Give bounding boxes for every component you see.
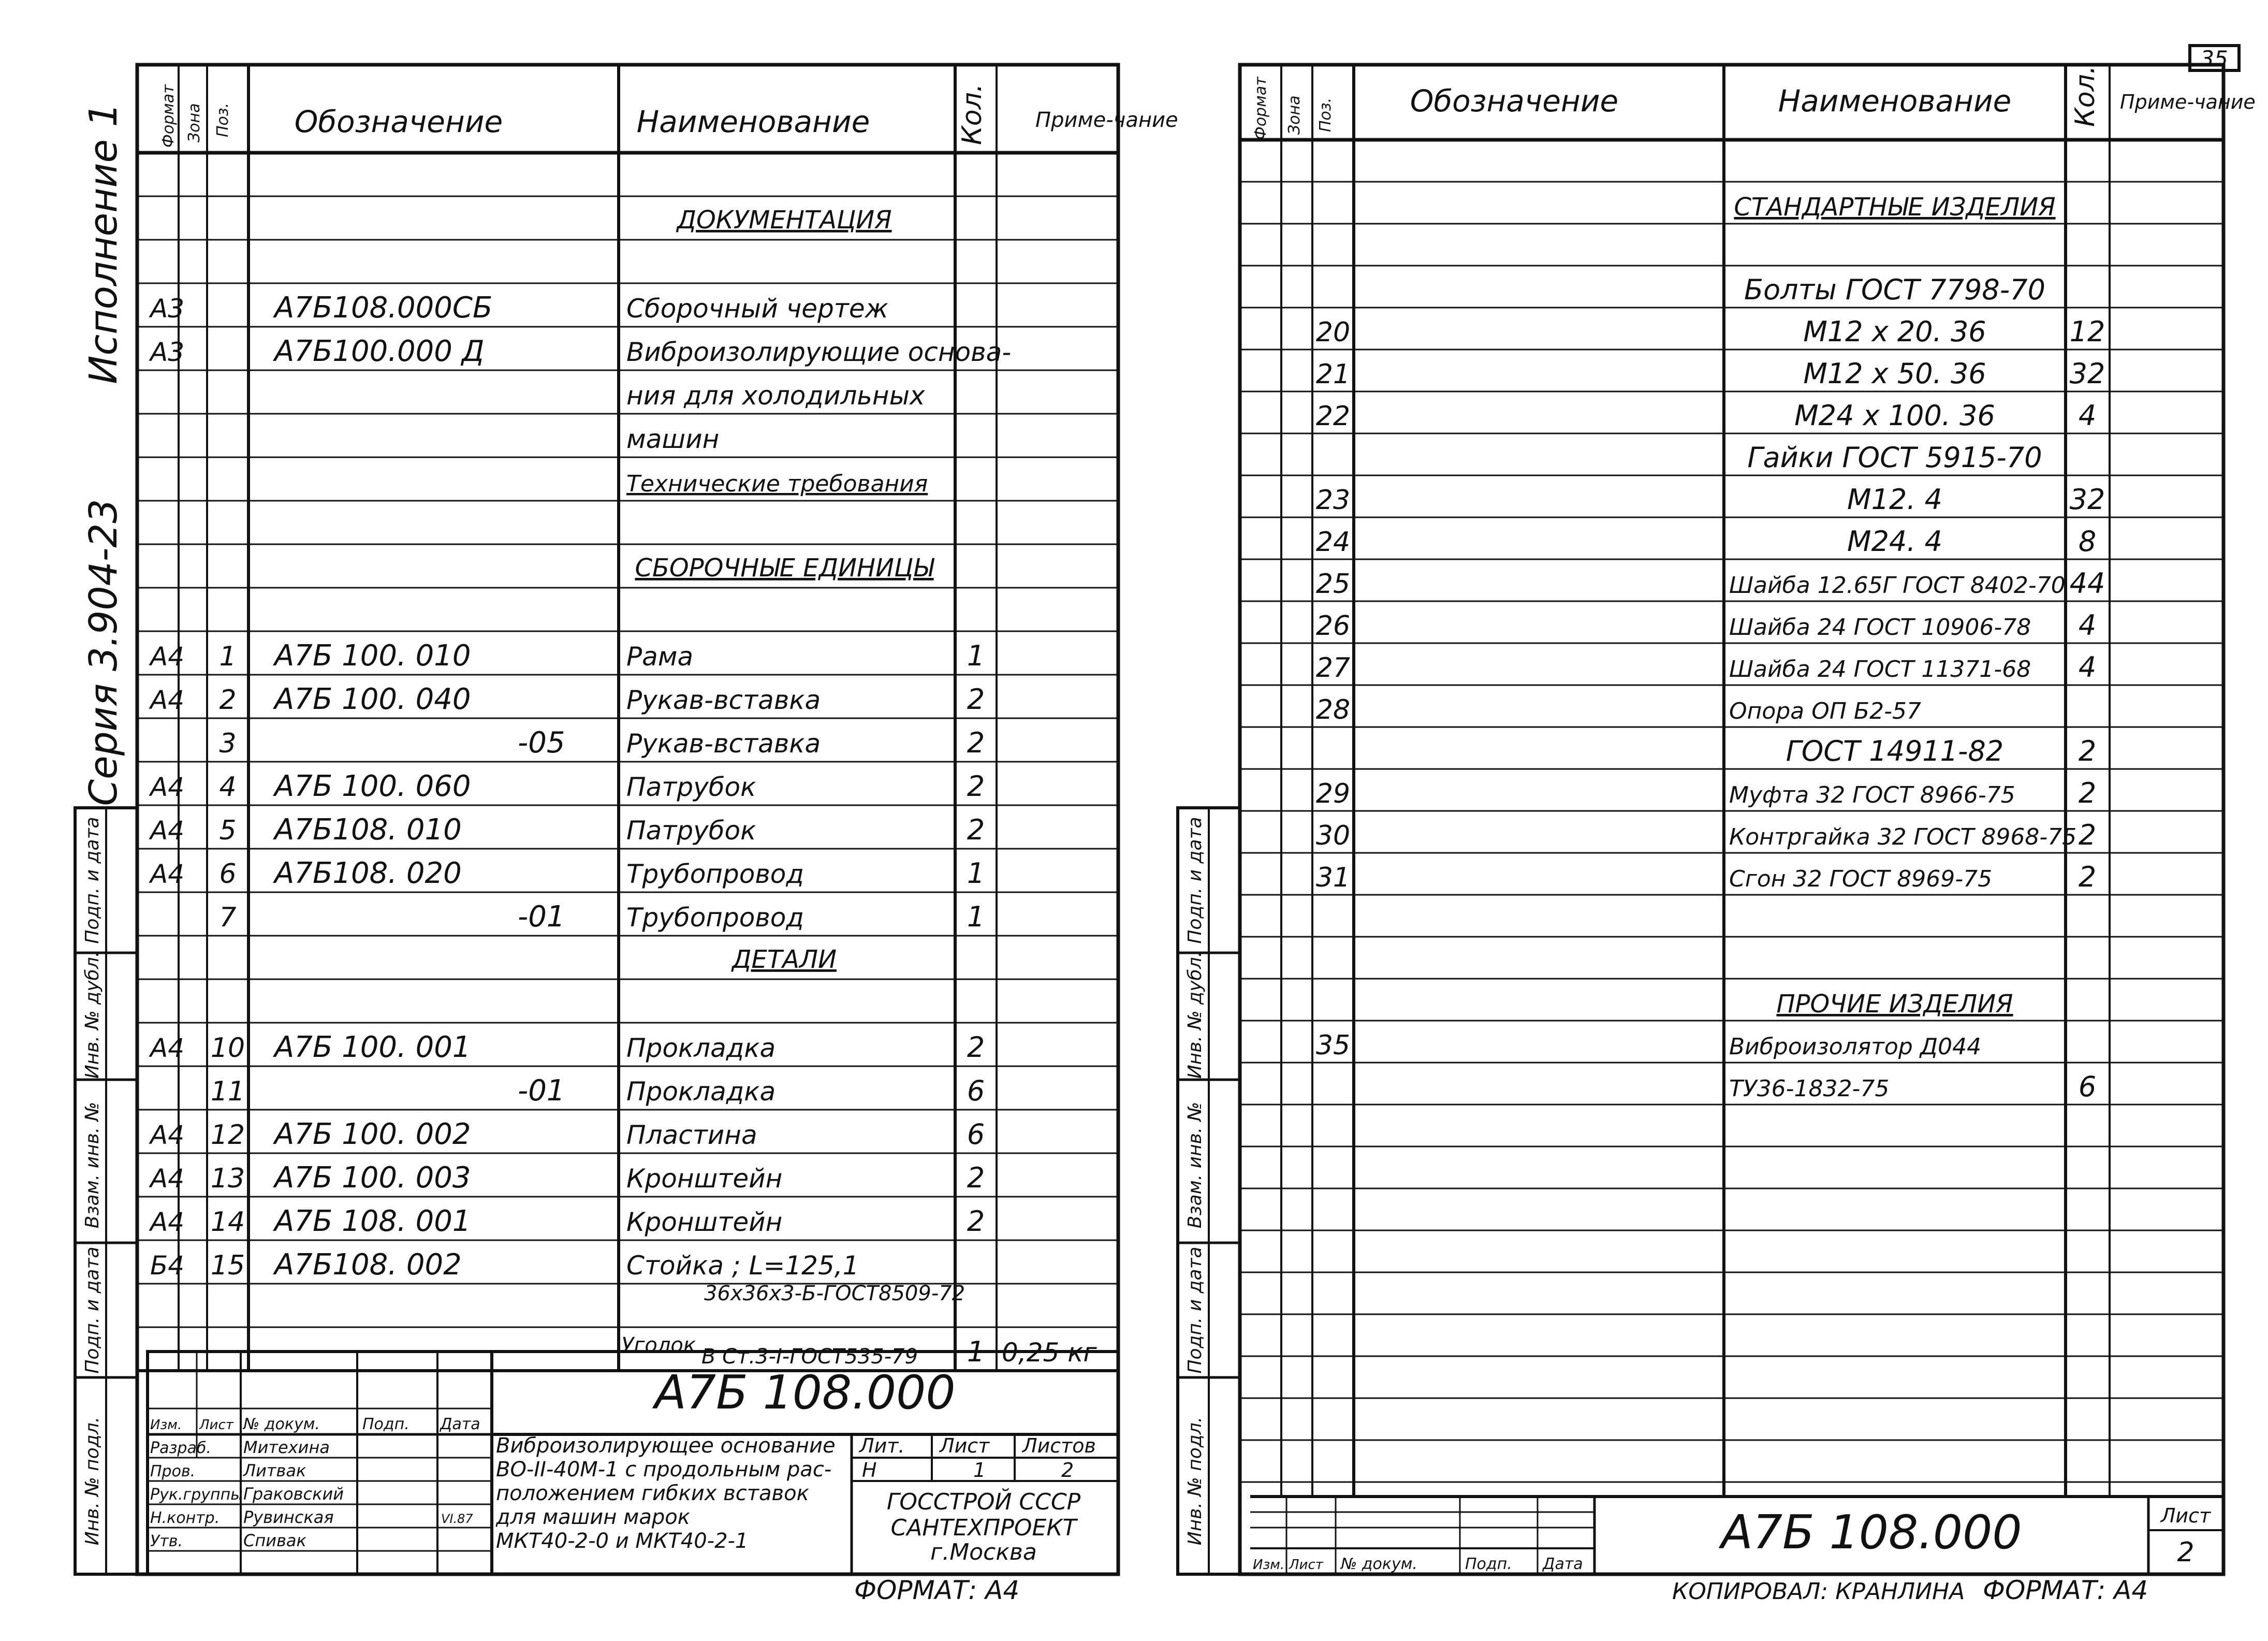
row-position: 10 <box>210 1033 245 1064</box>
org-line-2: САНТЕХПРОЕКТ <box>890 1515 1077 1541</box>
row-name: машин <box>626 424 720 454</box>
lit-label: Лит. <box>859 1434 905 1457</box>
section-heading: СБОРОЧНЫЕ ЕДИНИЦЫ <box>635 554 934 583</box>
side-stamp-label: Подп. и дата <box>1184 817 1206 944</box>
title-line: МКТ40-2-0 и МКТ40-2-1 <box>496 1529 749 1553</box>
row-designation: А7Б 100. 002 <box>274 1117 471 1151</box>
row-name: Гайки ГОСТ 5915-70 <box>1747 441 2042 474</box>
row-name: Виброизолятор Д044 <box>1729 1034 1982 1060</box>
row-format: Б4 <box>150 1251 185 1281</box>
left-annotations <box>81 103 126 806</box>
org-line-3: г.Москва <box>930 1539 1037 1565</box>
title-block <box>148 1352 1118 1574</box>
row-position: 21 <box>1315 359 1351 390</box>
format-label-right: ФОРМАТ: А4 <box>1983 1575 2148 1605</box>
row-name: Шайба 12.65Г ГОСТ 8402-70 <box>1729 572 2066 599</box>
row-name: Сборочный чертеж <box>626 294 888 324</box>
row-position: 3 <box>219 728 237 759</box>
row-position: 12 <box>210 1120 245 1151</box>
row-name: Контргайка 32 ГОСТ 8968-75 <box>1729 824 2077 850</box>
row-quantity: 2 <box>967 727 985 759</box>
row-name: М12. 4 <box>1847 483 1942 516</box>
row-position: 4 <box>219 772 237 803</box>
row-name: М12 x 50. 36 <box>1803 357 1986 390</box>
row-name: Патрубок <box>626 772 756 802</box>
header-qty: Кол. <box>957 83 988 145</box>
row-name: Прокладка <box>626 1033 776 1063</box>
row-note: 0,25 кг <box>1002 1338 1097 1368</box>
row-name: Кронштейн <box>626 1207 783 1237</box>
row-name: Прокладка <box>626 1077 776 1107</box>
row-position: 2 <box>219 685 237 716</box>
row-position: 7 <box>219 902 237 933</box>
row-quantity: 2 <box>2078 777 2097 809</box>
row-position: 20 <box>1315 317 1351 348</box>
header-qty-2: Кол. <box>2070 65 2101 127</box>
row-quantity: 2 <box>967 1161 985 1194</box>
org-line-1: ГОССТРОЙ СССР <box>886 1489 1081 1515</box>
sheet-2-list-label: Лист <box>2160 1504 2211 1527</box>
row-position: 35 <box>1315 1030 1351 1061</box>
side-stamp-label: Подп. и дата <box>1184 1246 1206 1374</box>
row-position: 25 <box>1315 569 1351 600</box>
row-name: Шайба 24 ГОСТ 11371-68 <box>1729 656 2031 682</box>
row-quantity: 2 <box>967 1205 985 1238</box>
issue-label: Исполнение 1 <box>81 103 126 384</box>
row-quantity: 2 <box>967 770 985 803</box>
row-name: Виброизолирующие основа- <box>626 337 1012 367</box>
change-header-izm: Изм. <box>150 1417 182 1433</box>
row-format: А4 <box>150 1120 185 1150</box>
footer2-izm: Изм. <box>1253 1557 1285 1573</box>
row-designation: А7Б 100. 040 <box>274 682 471 716</box>
row-format: А4 <box>150 1164 185 1194</box>
footer2-sign: Подп. <box>1465 1555 1512 1573</box>
row-name: Пластина <box>626 1120 757 1150</box>
footer2-date: Дата <box>1543 1555 1583 1573</box>
row-position: 15 <box>210 1250 245 1281</box>
sheet-label: Лист <box>940 1434 990 1457</box>
row-position: 1 <box>219 641 237 672</box>
row-position: 11 <box>210 1076 245 1107</box>
role-date: VI.87 <box>441 1512 473 1526</box>
row-name: Патрубок <box>626 816 756 846</box>
row-position: 23 <box>1315 485 1351 516</box>
side-stamp-label: Взам. инв. № <box>82 1101 103 1229</box>
sheet-value: 1 <box>973 1459 986 1482</box>
row-quantity: 2 <box>967 814 985 846</box>
side-stamp-label: Инв. № дубл. <box>82 951 103 1079</box>
row-position: 22 <box>1315 401 1351 432</box>
side-stamp-label: Подп. и дата <box>82 1246 103 1374</box>
row-format: А3 <box>150 294 185 324</box>
row-name: Опора ОП Б2-57 <box>1729 698 1921 724</box>
title-line: положением гибких вставок <box>496 1482 809 1505</box>
role-label: Разраб. <box>150 1439 211 1457</box>
copied-by-label: КОПИРОВАЛ: КРАНЛИНА <box>1672 1578 1965 1605</box>
header-format: Формат <box>159 84 178 148</box>
row-quantity: 2 <box>967 683 985 716</box>
change-header-sign: Подп. <box>362 1415 409 1433</box>
row-quantity: 32 <box>2069 357 2105 390</box>
row-quantity: 2 <box>967 1031 985 1064</box>
row-position: 28 <box>1315 694 1351 725</box>
row-quantity: 32 <box>2069 483 2105 516</box>
row-name: Рукав-вставка <box>626 729 821 759</box>
section-heading: ПРОЧИЕ ИЗДЕЛИЯ <box>1776 990 2013 1019</box>
header-zone: Зона <box>185 103 203 142</box>
row-name: ТУ36-1832-75 <box>1729 1076 1890 1102</box>
sheets-value: 2 <box>1061 1459 1074 1482</box>
title-line: ВО-II-40М-1 с продольным рас- <box>496 1458 832 1482</box>
title-doc-number: А7Б 108.000 <box>654 1366 956 1420</box>
row-designation: А7Б 100. 010 <box>274 639 471 673</box>
row-position: 31 <box>1315 862 1351 893</box>
format-label-left: ФОРМАТ: А4 <box>854 1575 1020 1605</box>
row-position: 24 <box>1315 527 1351 558</box>
sheet-2-rows <box>1316 193 2105 1103</box>
row-quantity: 1 <box>967 857 985 890</box>
row-designation: -05 <box>518 726 565 760</box>
row-quantity: 6 <box>967 1118 985 1151</box>
section-heading: ДЕТАЛИ <box>732 945 837 974</box>
side-stamp-label: Инв. № дубл. <box>1184 951 1206 1079</box>
row-format: А4 <box>150 1207 185 1237</box>
row-quantity: 2 <box>2078 735 2097 767</box>
sheet-2-doc-number: А7Б 108.000 <box>1721 1505 2022 1560</box>
row-name: Сгон 32 ГОСТ 8969-75 <box>1729 866 1993 892</box>
row-position: 5 <box>219 815 237 846</box>
row-quantity: 4 <box>2078 651 2097 684</box>
role-label: Н.контр. <box>150 1509 220 1527</box>
row-name: М24. 4 <box>1847 525 1942 558</box>
side-stamp-label: Инв. № подл. <box>82 1416 103 1546</box>
row-designation: А7Б 100. 003 <box>274 1161 471 1195</box>
row-name: ния для холодильных <box>626 381 925 411</box>
row-format: А4 <box>150 859 185 889</box>
role-label: Пров. <box>150 1462 196 1480</box>
row-name: М24 x 100. 36 <box>1794 399 1995 432</box>
sheet-2-footer <box>1250 1497 2223 1574</box>
row-name: Шайба 24 ГОСТ 10906-78 <box>1729 614 2031 641</box>
change-header-date: Дата <box>440 1415 480 1433</box>
header-note: Приме-чание <box>1035 108 1178 132</box>
role-name: Митехина <box>243 1437 330 1457</box>
change-header-list: Лист <box>199 1417 233 1433</box>
row-name: В Ст.3-I-ГОСТ535-79 <box>701 1345 918 1369</box>
row-designation: А7Б108. 010 <box>274 813 462 847</box>
side-stamp-label: Подп. и дата <box>82 817 103 944</box>
sheet-2-table-header <box>1252 66 2256 140</box>
row-name: М12 x 20. 36 <box>1803 315 1986 348</box>
row-name: 36x36x3-Б-ГОСТ8509-72 <box>704 1282 965 1305</box>
row-name: Трубопровод <box>626 903 804 933</box>
row-format: А4 <box>150 772 185 802</box>
row-name: Трубопровод <box>626 859 804 889</box>
row-position: 6 <box>219 859 237 890</box>
role-name: Граковский <box>243 1484 344 1504</box>
sheet-1-table-header <box>159 84 1178 148</box>
side-stamp-label: Инв. № подл. <box>1184 1416 1206 1546</box>
row-position: 13 <box>210 1163 245 1194</box>
row-position: 14 <box>210 1207 245 1238</box>
footer2-list: Лист <box>1289 1557 1323 1573</box>
page-number-box <box>2190 46 2239 71</box>
row-name: Кронштейн <box>626 1164 783 1194</box>
role-label: Утв. <box>150 1532 183 1550</box>
header-format-2: Формат <box>1252 77 1270 140</box>
header-designation-2: Обозначение <box>1410 83 1619 119</box>
sheet-2-list-value: 2 <box>2177 1537 2194 1568</box>
section-heading: СТАНДАРТНЫЕ ИЗДЕЛИЯ <box>1734 193 2056 222</box>
row-name: Стойка ; L=125,1 <box>626 1251 859 1281</box>
row-designation: А7Б108. 020 <box>274 856 462 890</box>
sheet-1 <box>137 65 1178 1605</box>
row-quantity: 1 <box>967 1335 985 1368</box>
role-name: Спивак <box>243 1531 306 1550</box>
row-name: Рукав-вставка <box>626 685 821 715</box>
title-line: Виброизолирующее основание <box>496 1434 836 1458</box>
sheets-label: Листов <box>1022 1434 1096 1457</box>
row-designation: А7Б100.000 Д <box>274 335 485 368</box>
row-quantity: 4 <box>2078 399 2097 432</box>
series-label: Серия 3.904-23 <box>81 499 126 806</box>
row-name: Болты ГОСТ 7798-70 <box>1744 273 2045 306</box>
row-quantity: 44 <box>2069 567 2105 600</box>
row-name: Рама <box>626 642 694 672</box>
row-name: ГОСТ 14911-82 <box>1786 735 2004 767</box>
header-name-2: Наименование <box>1778 83 2012 119</box>
row-format: А4 <box>150 642 185 672</box>
row-position: 27 <box>1315 652 1351 684</box>
sheet-2 <box>1240 65 2256 1605</box>
role-name: Литвак <box>243 1461 306 1480</box>
row-designation: -01 <box>518 1074 565 1108</box>
sheet-2-table-grid <box>1240 65 2223 1497</box>
row-position: 29 <box>1315 778 1351 809</box>
section-heading: ДОКУМЕНТАЦИЯ <box>677 206 892 235</box>
row-quantity: 1 <box>967 901 985 933</box>
row-quantity: 1 <box>967 640 985 672</box>
row-quantity: 2 <box>2078 819 2097 851</box>
row-designation: А7Б108.000СБ <box>274 291 493 325</box>
row-format: А4 <box>150 685 185 715</box>
page-number: 35 <box>2200 46 2228 71</box>
row-format: А4 <box>150 1033 185 1063</box>
approval-roles <box>150 1437 473 1550</box>
row-position: 26 <box>1315 611 1351 642</box>
row-position: 30 <box>1315 820 1351 851</box>
role-label: Рук.группы <box>150 1486 243 1504</box>
header-designation: Обозначение <box>294 104 503 139</box>
row-quantity: 4 <box>2078 609 2097 642</box>
row-quantity: 12 <box>2069 315 2105 348</box>
row-quantity: 6 <box>967 1074 985 1107</box>
row-designation: -01 <box>518 900 565 934</box>
side-stamp-label: Взам. инв. № <box>1184 1101 1206 1229</box>
header-zone-2: Зона <box>1285 95 1304 135</box>
row-format: А4 <box>150 816 185 846</box>
change-header-docnum: № докум. <box>243 1415 320 1433</box>
row-designation: А7Б 100. 001 <box>274 1030 471 1064</box>
row-quantity: 2 <box>2078 861 2097 893</box>
title-line: для машин марок <box>496 1505 690 1529</box>
row-name-prefix: Уголок <box>621 1333 696 1357</box>
header-pos: Поз. <box>214 103 232 137</box>
footer2-docnum: № докум. <box>1341 1555 1417 1573</box>
header-note-2: Приме-чание <box>2120 91 2256 113</box>
row-designation: А7Б 100. 060 <box>274 769 471 803</box>
row-quantity: 6 <box>2078 1070 2097 1103</box>
row-designation: А7Б108. 002 <box>274 1248 462 1282</box>
row-name: Муфта 32 ГОСТ 8966-75 <box>1729 782 2015 808</box>
row-quantity: 8 <box>2078 525 2097 558</box>
row-format: А3 <box>150 337 185 367</box>
role-name: Рувинская <box>243 1507 334 1527</box>
header-pos-2: Поз. <box>1316 97 1335 132</box>
row-designation: А7Б 108. 001 <box>274 1204 471 1238</box>
lit-value: Н <box>862 1459 877 1482</box>
document-title <box>495 1434 836 1553</box>
row-name: Технические требования <box>626 471 928 497</box>
header-name: Наименование <box>636 104 870 139</box>
